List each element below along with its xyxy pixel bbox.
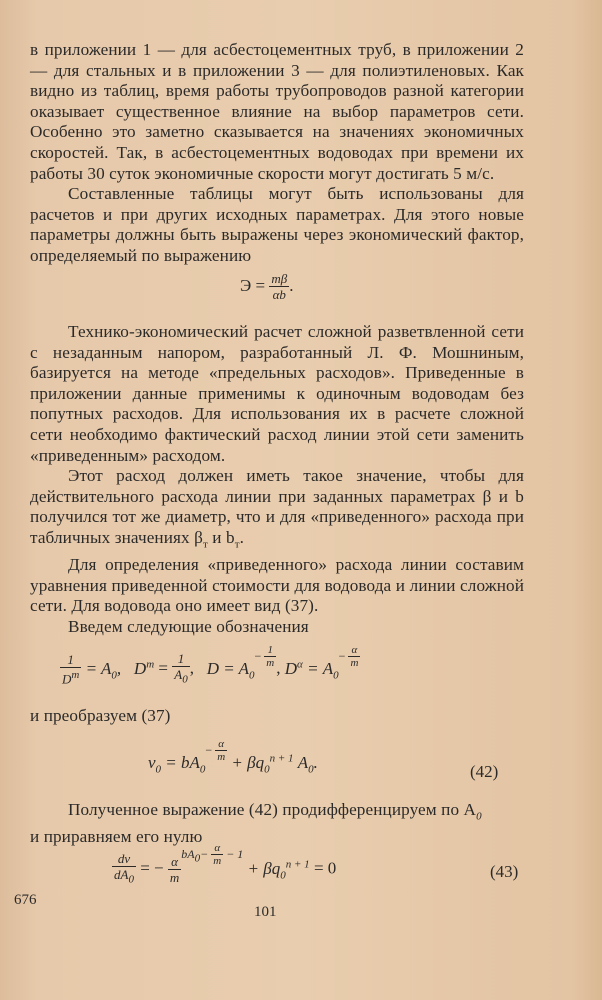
f43-tail: = 0 — [313, 858, 337, 878]
f43-exponent: bA0− α m − 1 — [181, 842, 244, 868]
def3: $D = A_0$ — [206, 658, 255, 682]
formula-43 — [112, 842, 337, 888]
def2-eq: = — [158, 658, 168, 678]
text-transform — [30, 706, 524, 727]
text-column-middle — [30, 322, 524, 637]
def2-lhs: $D^m$ — [133, 658, 155, 678]
equation-number-43: (43) — [490, 862, 519, 881]
paragraph-notation: Введем следующие обозначения — [68, 616, 309, 636]
paragraph-transform: и преобразуем (37) — [30, 706, 171, 725]
print-mark: 676 — [14, 892, 37, 908]
def2-num: 1 — [172, 652, 189, 667]
f43-eq: = − — [140, 858, 164, 878]
def1-rhs: = $A_0$, — [85, 658, 122, 682]
f43-lhs-fraction: $\frac{dv}{dA_0}$ — [114, 851, 134, 886]
text-diff — [30, 800, 524, 848]
f42-eq: = $bA_0$ — [165, 752, 206, 776]
beta-subscript: т — [202, 538, 208, 551]
page-number: 101 — [254, 904, 277, 920]
f42-lhs: $v_0$ — [148, 752, 162, 776]
formula-economic-factor — [240, 272, 293, 302]
def1-fraction — [60, 653, 81, 686]
f43-plus: + $\beta q_0^{n + 1}$ — [247, 858, 310, 882]
formula-e-fraction — [269, 272, 289, 302]
paragraph-diff-end: и приравняем его нулю — [30, 827, 203, 847]
f42-plus: + $\beta q_0^{n + 1}$ — [231, 752, 294, 776]
def1-num: 1 — [60, 653, 81, 668]
def4: $D^\alpha = A_0$ — [284, 658, 339, 682]
paragraph-calculation: Технико-экономический расчет сложной разветвленной сети с незаданным напором, разработанный Л. Ф. Мошниным, базируется на методе «предельных расходов». Приведенные в приложении данные применимы к одиночным водоводам без попутных расходов. Для использования их в расчете сложной сети необходимо фактический расход линии этой сети заменить «приведенным» расходом. — [30, 322, 524, 465]
text-column-top — [30, 40, 524, 267]
def1-den: $D^m$ — [62, 669, 80, 687]
formula-e-lhs: Э = — [240, 275, 266, 295]
formula-e-den: αb — [272, 287, 286, 302]
f43-alpha-fraction: $\frac{\alpha}{m}$ — [169, 853, 180, 885]
formula-e-num: mβ — [271, 271, 288, 286]
paragraph-flow-end: . — [239, 527, 245, 547]
def4-exponent: − α m — [338, 644, 359, 670]
formula-e-tail: . — [289, 275, 294, 295]
f42-exponent: − α m — [205, 738, 226, 764]
f42-tail: $A_0$. — [297, 752, 318, 776]
def2-den: $A_0$ — [174, 667, 188, 686]
paragraph-flow — [30, 466, 524, 555]
paragraph-intro: в приложении 1 — для асбестоцементных труб, в приложении 2 — для стальных и в приложении 3 — для полиэтиленовых. Как видно из таблиц, время работы трубопроводов разной категории оказывает существенное влияние на выбор параметров сети. Особенно это заметно сказывается на значениях экономичных скоростей. Так, в асбестоцементных водоводах при времени их работы 30 суток экономичные скорости могут достигать 5 м/с. — [30, 40, 524, 183]
paragraph-flow-text: Этот расход должен иметь такое значение, чтобы для действительного расхода линии при заданных параметрах β и b получился тот же диаметр, что и для «приведенного» расхода при табличных значениях β — [30, 466, 524, 547]
paragraph-diff: Полученное выражение (42) продифференцируем по $A_0$ — [68, 800, 482, 823]
paragraph-flow-and: и b — [207, 527, 235, 547]
paragraph-define: Для определения «приведенного» расхода линии составим уравнения приведенной стоимости для водовода и линии сложной сети. Для водовода оно имеет вид (37). — [30, 554, 524, 616]
def3-exponent: − 1 m — [254, 644, 275, 670]
b-subscript: т — [234, 538, 240, 551]
paragraph-tables: Составленные таблицы могут быть использованы для расчетов и при других исходных параметрах. Для этого новые параметры должны быть выражены через экономический фактор, определяемый по выражению — [30, 184, 524, 265]
equation-number-42: (42) — [470, 762, 499, 781]
formula-definitions: $\frac{1}{D^m}$ = $A_0$, $D^m$ = $\frac{1}{A_0}$ , $D = A_0^{- \frac{1}{m}}$ , $D^\alpha = A_0^{- \frac{\alpha}{m}}$ — [62, 644, 359, 687]
def2-fraction — [172, 652, 189, 688]
